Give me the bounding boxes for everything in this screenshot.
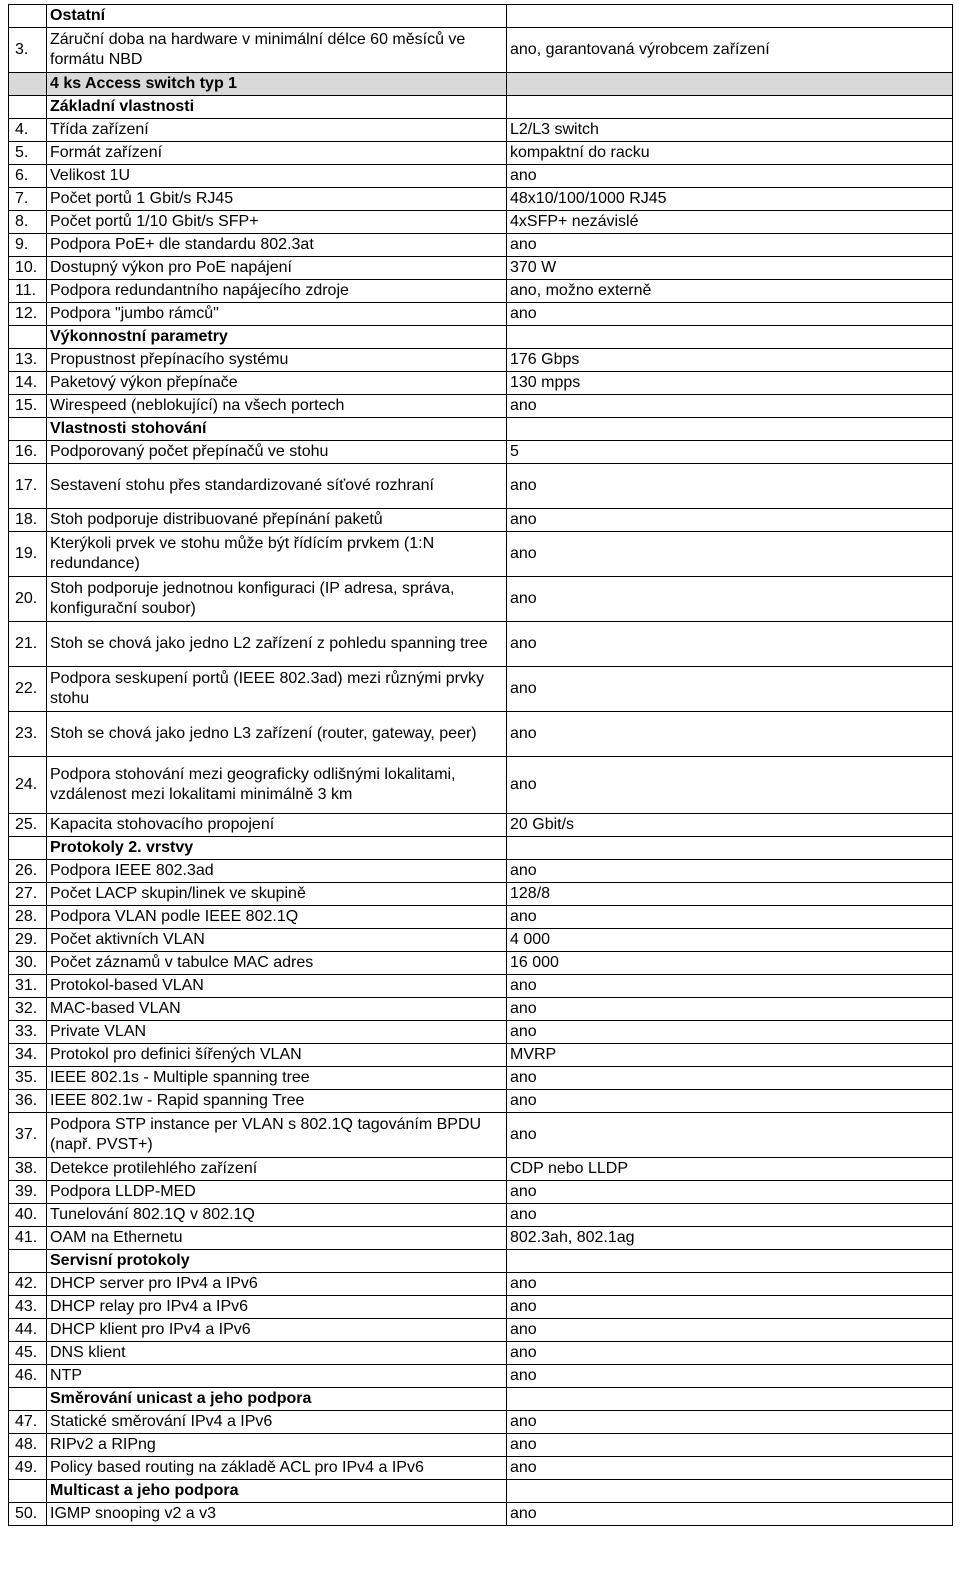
row-number-cell: 14.: [9, 372, 47, 395]
value-cell: ano: [507, 1021, 953, 1044]
row-number-cell: 16.: [9, 441, 47, 464]
row-number-cell: [9, 1388, 47, 1411]
value-cell: ano: [507, 622, 953, 667]
table-row: [9, 349, 953, 372]
value-cell: L2/L3 switch: [507, 119, 953, 142]
parameter-cell: Podpora VLAN podle IEEE 802.1Q: [47, 906, 507, 929]
value-cell: ano: [507, 757, 953, 814]
parameter-cell: Detekce protilehlého zařízení: [47, 1158, 507, 1181]
row-number-cell: 38.: [9, 1158, 47, 1181]
value-cell: ano: [507, 165, 953, 188]
parameter-cell: Počet aktivních VLAN: [47, 929, 507, 952]
row-number-cell: 7.: [9, 188, 47, 211]
table-row: [9, 1342, 953, 1365]
section-header-row: [9, 96, 953, 119]
row-number-cell: 26.: [9, 860, 47, 883]
table-row: [9, 906, 953, 929]
row-number-cell: 40.: [9, 1204, 47, 1227]
value-cell: 4 000: [507, 929, 953, 952]
row-number-cell: 50.: [9, 1503, 47, 1526]
row-number-cell: 43.: [9, 1296, 47, 1319]
parameter-cell: Statické směrování IPv4 a IPv6: [47, 1411, 507, 1434]
parameter-cell: Počet LACP skupin/linek ve skupině: [47, 883, 507, 906]
table-row: [9, 372, 953, 395]
section-header-row: [9, 1388, 953, 1411]
table-row: [9, 757, 953, 814]
table-row: [9, 1067, 953, 1090]
parameter-cell: Podpora PoE+ dle standardu 802.3at: [47, 234, 507, 257]
row-number-cell: 6.: [9, 165, 47, 188]
parameter-cell: Sestavení stohu přes standardizované síťové rozhraní: [47, 464, 507, 509]
parameter-cell: Formát zařízení: [47, 142, 507, 165]
row-number-cell: 19.: [9, 532, 47, 577]
parameter-cell: OAM na Ethernetu: [47, 1227, 507, 1250]
value-cell: ano: [507, 464, 953, 509]
row-number-cell: 36.: [9, 1090, 47, 1113]
table-row: [9, 577, 953, 622]
table-row: [9, 234, 953, 257]
value-cell: [507, 1388, 953, 1411]
parameter-cell: RIPv2 a RIPng: [47, 1434, 507, 1457]
table-row: [9, 1503, 953, 1526]
row-number-cell: [9, 1480, 47, 1503]
table-row: [9, 1411, 953, 1434]
value-cell: [507, 837, 953, 860]
row-number-cell: 8.: [9, 211, 47, 234]
parameter-cell: DNS klient: [47, 1342, 507, 1365]
table-row: [9, 1044, 953, 1067]
row-number-cell: 27.: [9, 883, 47, 906]
table-row: [9, 464, 953, 509]
table-row: [9, 1365, 953, 1388]
parameter-cell: Policy based routing na základě ACL pro IPv4 a IPv6: [47, 1457, 507, 1480]
row-number-cell: 44.: [9, 1319, 47, 1342]
table-row: [9, 1434, 953, 1457]
table-row: [9, 1296, 953, 1319]
value-cell: kompaktní do racku: [507, 142, 953, 165]
value-cell: 16 000: [507, 952, 953, 975]
value-cell: [507, 326, 953, 349]
table-row: [9, 1273, 953, 1296]
row-number-cell: 20.: [9, 577, 47, 622]
row-number-cell: [9, 418, 47, 441]
row-number-cell: 29.: [9, 929, 47, 952]
table-row: [9, 441, 953, 464]
value-cell: ano: [507, 303, 953, 326]
table-row: [9, 1181, 953, 1204]
table-row: [9, 257, 953, 280]
row-number-cell: [9, 96, 47, 119]
table-row: [9, 119, 953, 142]
parameter-cell: Podpora seskupení portů (IEEE 802.3ad) mezi různými prvky stohu: [47, 667, 507, 712]
table-row: [9, 1457, 953, 1480]
row-number-cell: 45.: [9, 1342, 47, 1365]
value-cell: ano: [507, 1411, 953, 1434]
section-title-cell: Směrování unicast a jeho podpora: [47, 1388, 507, 1411]
value-cell: 130 mpps: [507, 372, 953, 395]
value-cell: ano: [507, 577, 953, 622]
row-number-cell: 4.: [9, 119, 47, 142]
parameter-cell: Podporovaný počet přepínačů ve stohu: [47, 441, 507, 464]
parameter-cell: Podpora STP instance per VLAN s 802.1Q tagováním BPDU (např. PVST+): [47, 1113, 507, 1158]
row-number-cell: 28.: [9, 906, 47, 929]
value-cell: ano: [507, 1181, 953, 1204]
row-number-cell: 10.: [9, 257, 47, 280]
row-number-cell: 35.: [9, 1067, 47, 1090]
table-row: [9, 975, 953, 998]
row-number-cell: 42.: [9, 1273, 47, 1296]
section-title-cell: Servisní protokoly: [47, 1250, 507, 1273]
parameter-cell: Wirespeed (neblokující) na všech portech: [47, 395, 507, 418]
section-title-cell: Základní vlastnosti: [47, 96, 507, 119]
section-header-row: [9, 5, 953, 28]
section-title-cell: Protokoly 2. vrstvy: [47, 837, 507, 860]
table-row: [9, 1227, 953, 1250]
row-number-cell: 30.: [9, 952, 47, 975]
value-cell: ano: [507, 1342, 953, 1365]
parameter-cell: Stoh podporuje jednotnou konfiguraci (IP adresa, správa, konfigurační soubor): [47, 577, 507, 622]
row-number-cell: 39.: [9, 1181, 47, 1204]
table-row: [9, 509, 953, 532]
section-header-row: [9, 837, 953, 860]
value-cell: ano: [507, 712, 953, 757]
parameter-cell: Třída zařízení: [47, 119, 507, 142]
table-row: [9, 712, 953, 757]
value-cell: 128/8: [507, 883, 953, 906]
parameter-cell: Protokol-based VLAN: [47, 975, 507, 998]
table-row: [9, 622, 953, 667]
value-cell: ano: [507, 1457, 953, 1480]
row-number-cell: 3.: [9, 28, 47, 73]
parameter-cell: Podpora "jumbo rámců": [47, 303, 507, 326]
table-row: [9, 211, 953, 234]
row-number-cell: [9, 837, 47, 860]
parameter-cell: Počet portů 1 Gbit/s RJ45: [47, 188, 507, 211]
table-row: [9, 952, 953, 975]
section-header-row: [9, 326, 953, 349]
parameter-cell: Záruční doba na hardware v minimální délce 60 měsíců ve formátu NBD: [47, 28, 507, 73]
value-cell: [507, 1250, 953, 1273]
table-row: [9, 883, 953, 906]
value-cell: [507, 5, 953, 28]
parameter-cell: MAC-based VLAN: [47, 998, 507, 1021]
row-number-cell: 47.: [9, 1411, 47, 1434]
value-cell: 5: [507, 441, 953, 464]
row-number-cell: 22.: [9, 667, 47, 712]
specification-table: [8, 4, 953, 1526]
row-number-cell: 32.: [9, 998, 47, 1021]
table-row: [9, 188, 953, 211]
table-row: [9, 1204, 953, 1227]
value-cell: [507, 418, 953, 441]
value-cell: 370 W: [507, 257, 953, 280]
parameter-cell: Private VLAN: [47, 1021, 507, 1044]
row-number-cell: [9, 5, 47, 28]
parameter-cell: Podpora LLDP-MED: [47, 1181, 507, 1204]
row-number-cell: 17.: [9, 464, 47, 509]
section-header-row: [9, 418, 953, 441]
parameter-cell: Kapacita stohovacího propojení: [47, 814, 507, 837]
value-cell: ano: [507, 1296, 953, 1319]
parameter-cell: DHCP server pro IPv4 a IPv6: [47, 1273, 507, 1296]
section-header-row: [9, 1250, 953, 1273]
parameter-cell: IEEE 802.1w - Rapid spanning Tree: [47, 1090, 507, 1113]
parameter-cell: Protokol pro definici šířených VLAN: [47, 1044, 507, 1067]
row-number-cell: 25.: [9, 814, 47, 837]
value-cell: ano: [507, 1273, 953, 1296]
section-title-cell: 4 ks Access switch typ 1: [47, 73, 507, 96]
section-title-cell: Vlastnosti stohování: [47, 418, 507, 441]
table-row: [9, 532, 953, 577]
table-row: [9, 395, 953, 418]
value-cell: CDP nebo LLDP: [507, 1158, 953, 1181]
value-cell: ano: [507, 234, 953, 257]
value-cell: ano: [507, 1113, 953, 1158]
parameter-cell: DHCP relay pro IPv4 a IPv6: [47, 1296, 507, 1319]
table-row: [9, 165, 953, 188]
value-cell: ano: [507, 1434, 953, 1457]
table-row: [9, 280, 953, 303]
row-number-cell: [9, 73, 47, 96]
parameter-cell: Stoh se chová jako jedno L2 zařízení z pohledu spanning tree: [47, 622, 507, 667]
value-cell: 4xSFP+ nezávislé: [507, 211, 953, 234]
parameter-cell: Stoh podporuje distribuované přepínání paketů: [47, 509, 507, 532]
table-row: [9, 1021, 953, 1044]
table-row: [9, 1158, 953, 1181]
parameter-cell: Paketový výkon přepínače: [47, 372, 507, 395]
section-title-cell: Multicast a jeho podpora: [47, 1480, 507, 1503]
row-number-cell: 21.: [9, 622, 47, 667]
parameter-cell: Kterýkoli prvek ve stohu může být řídícím prvkem (1:N redundance): [47, 532, 507, 577]
row-number-cell: 9.: [9, 234, 47, 257]
parameter-cell: IEEE 802.1s - Multiple spanning tree: [47, 1067, 507, 1090]
parameter-cell: Velikost 1U: [47, 165, 507, 188]
value-cell: [507, 1480, 953, 1503]
parameter-cell: Podpora stohování mezi geograficky odlišnými lokalitami, vzdálenost mezi lokalitami minimálně 3 km: [47, 757, 507, 814]
parameter-cell: DHCP klient pro IPv4 a IPv6: [47, 1319, 507, 1342]
value-cell: ano: [507, 975, 953, 998]
row-number-cell: 24.: [9, 757, 47, 814]
value-cell: 48x10/100/1000 RJ45: [507, 188, 953, 211]
table-row: [9, 1090, 953, 1113]
value-cell: ano: [507, 532, 953, 577]
row-number-cell: 23.: [9, 712, 47, 757]
table-row: [9, 28, 953, 73]
value-cell: 176 Gbps: [507, 349, 953, 372]
parameter-cell: Tunelování 802.1Q v 802.1Q: [47, 1204, 507, 1227]
table-row: [9, 303, 953, 326]
parameter-cell: Propustnost přepínacího systému: [47, 349, 507, 372]
value-cell: [507, 73, 953, 96]
value-cell: ano: [507, 1503, 953, 1526]
device-header-row: [9, 73, 953, 96]
table-row: [9, 1113, 953, 1158]
table-row: [9, 929, 953, 952]
table-row: [9, 1319, 953, 1342]
table-row: [9, 860, 953, 883]
table-row: [9, 814, 953, 837]
parameter-cell: NTP: [47, 1365, 507, 1388]
parameter-cell: Dostupný výkon pro PoE napájení: [47, 257, 507, 280]
value-cell: ano: [507, 860, 953, 883]
value-cell: ano: [507, 395, 953, 418]
value-cell: ano, možno externě: [507, 280, 953, 303]
row-number-cell: 46.: [9, 1365, 47, 1388]
row-number-cell: 15.: [9, 395, 47, 418]
row-number-cell: 48.: [9, 1434, 47, 1457]
row-number-cell: 37.: [9, 1113, 47, 1158]
section-title-cell: Ostatní: [47, 5, 507, 28]
table-row: [9, 667, 953, 712]
row-number-cell: 5.: [9, 142, 47, 165]
value-cell: ano: [507, 667, 953, 712]
table-row: [9, 998, 953, 1021]
row-number-cell: 31.: [9, 975, 47, 998]
parameter-cell: Stoh se chová jako jedno L3 zařízení (router, gateway, peer): [47, 712, 507, 757]
value-cell: ano: [507, 906, 953, 929]
value-cell: 802.3ah, 802.1ag: [507, 1227, 953, 1250]
value-cell: ano: [507, 1319, 953, 1342]
parameter-cell: IGMP snooping v2 a v3: [47, 1503, 507, 1526]
section-title-cell: Výkonnostní parametry: [47, 326, 507, 349]
row-number-cell: 49.: [9, 1457, 47, 1480]
parameter-cell: Počet záznamů v tabulce MAC adres: [47, 952, 507, 975]
value-cell: ano: [507, 1090, 953, 1113]
row-number-cell: [9, 326, 47, 349]
value-cell: ano: [507, 998, 953, 1021]
value-cell: [507, 96, 953, 119]
row-number-cell: 11.: [9, 280, 47, 303]
parameter-cell: Podpora IEEE 802.3ad: [47, 860, 507, 883]
value-cell: MVRP: [507, 1044, 953, 1067]
row-number-cell: 18.: [9, 509, 47, 532]
row-number-cell: 33.: [9, 1021, 47, 1044]
value-cell: ano, garantovaná výrobcem zařízení: [507, 28, 953, 73]
table-row: [9, 142, 953, 165]
value-cell: ano: [507, 1067, 953, 1090]
row-number-cell: 41.: [9, 1227, 47, 1250]
specification-table-body: [9, 5, 953, 1526]
parameter-cell: Podpora redundantního napájecího zdroje: [47, 280, 507, 303]
value-cell: ano: [507, 509, 953, 532]
section-header-row: [9, 1480, 953, 1503]
row-number-cell: 13.: [9, 349, 47, 372]
row-number-cell: 34.: [9, 1044, 47, 1067]
value-cell: ano: [507, 1204, 953, 1227]
parameter-cell: Počet portů 1/10 Gbit/s SFP+: [47, 211, 507, 234]
value-cell: 20 Gbit/s: [507, 814, 953, 837]
value-cell: ano: [507, 1365, 953, 1388]
row-number-cell: 12.: [9, 303, 47, 326]
row-number-cell: [9, 1250, 47, 1273]
